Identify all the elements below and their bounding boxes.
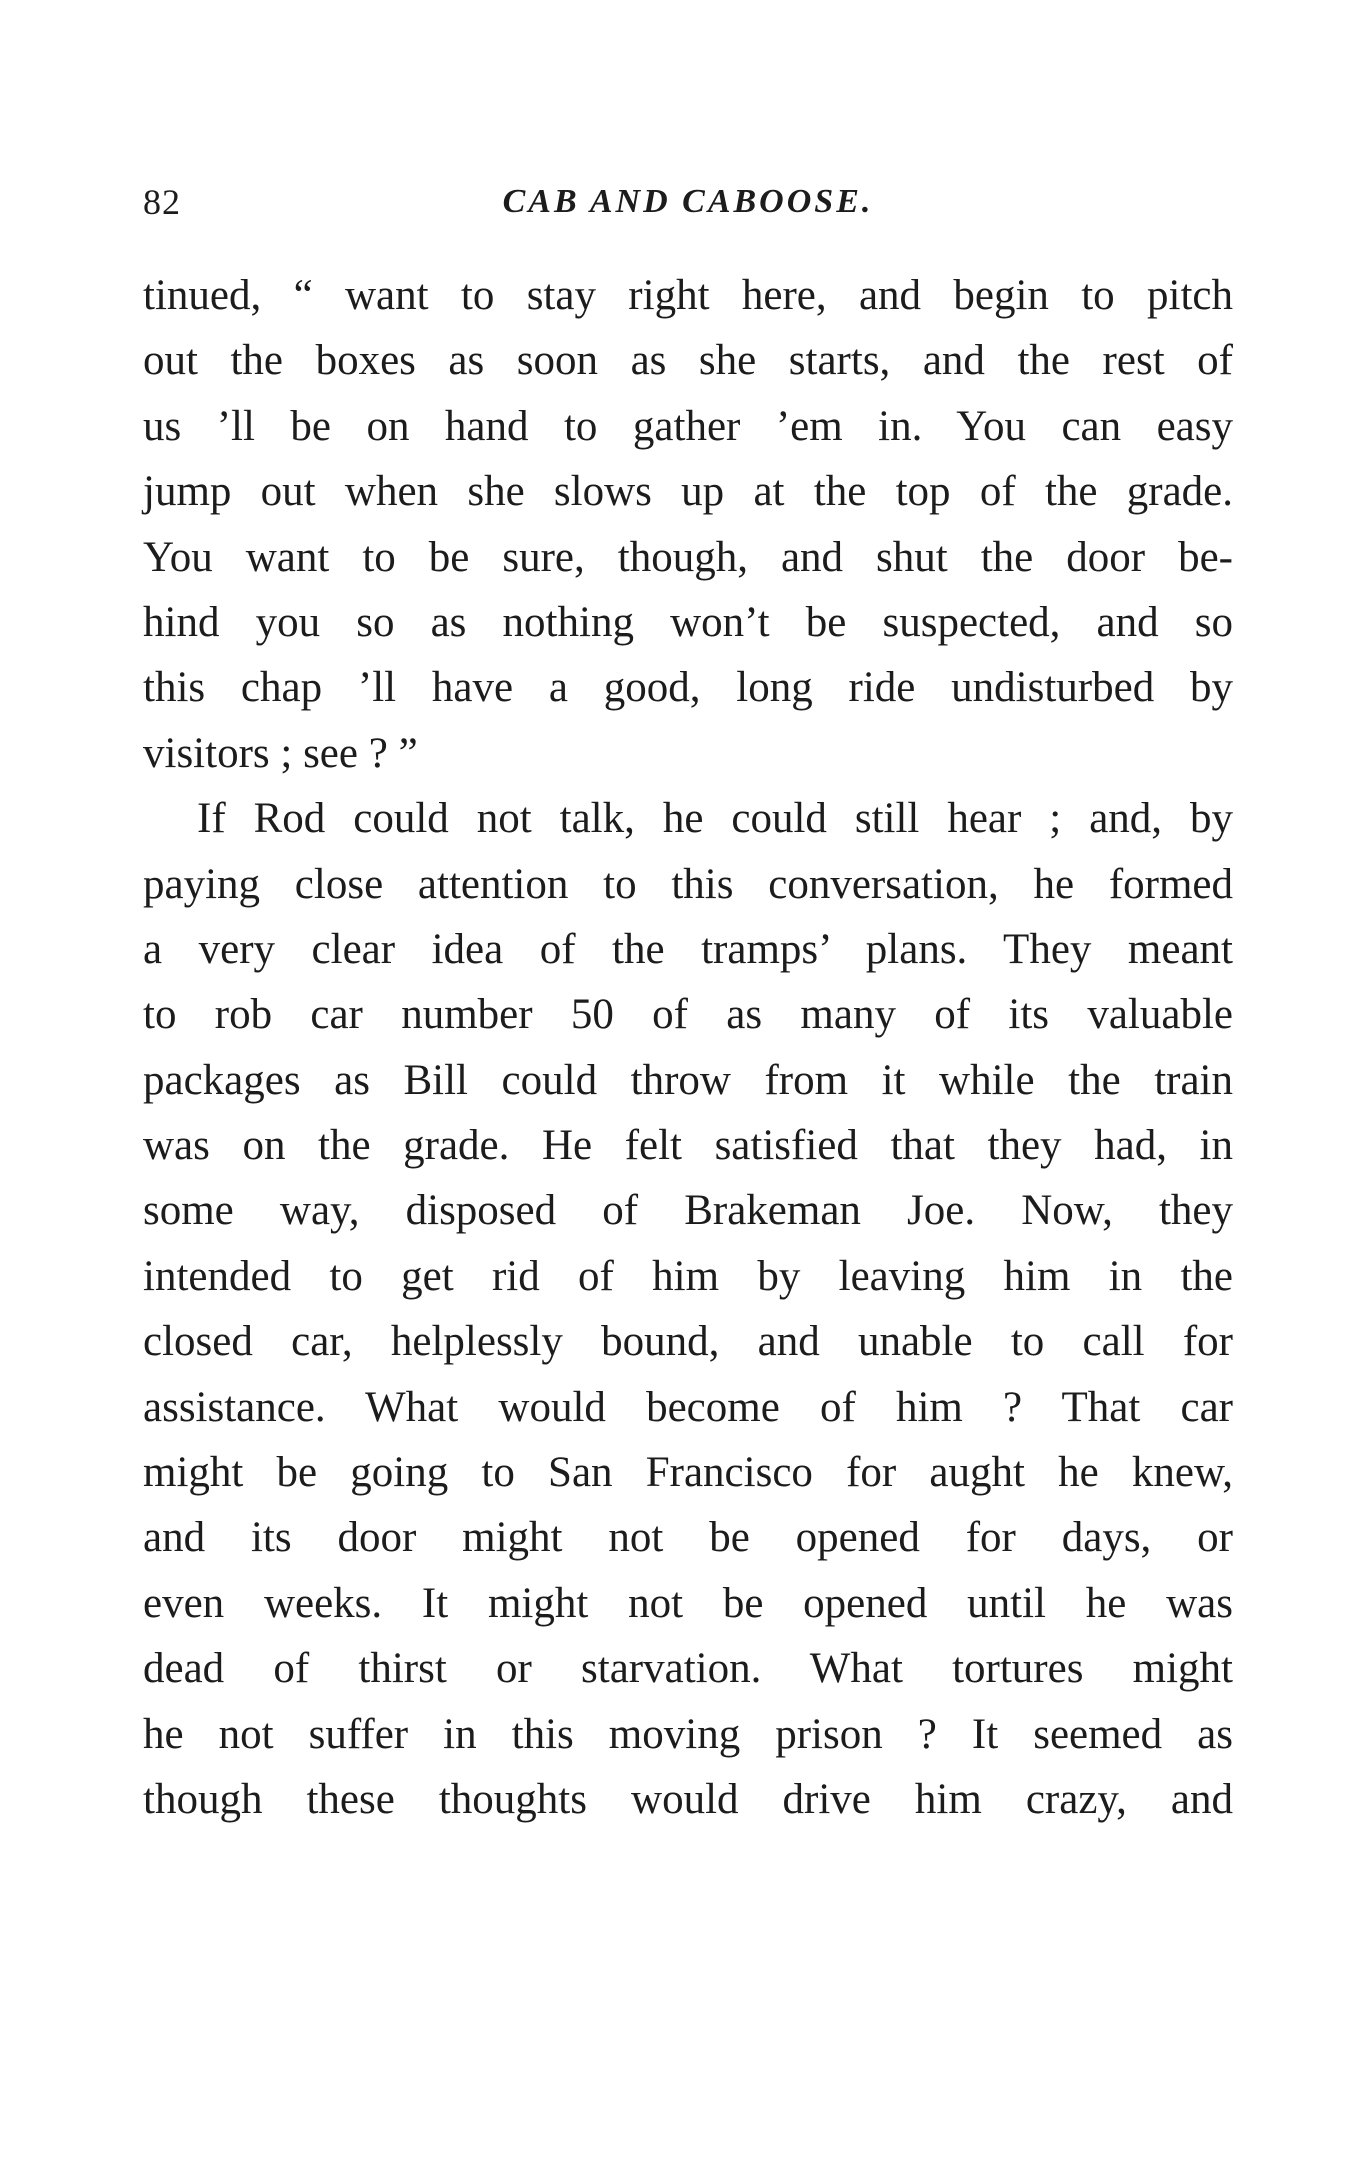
- text-line: jump out when she slows up at the top of the grade.: [143, 468, 1233, 516]
- text-line: packages as Bill could throw from it while the train: [143, 1056, 1233, 1104]
- text-line: If Rod could not talk, he could still hear ; and, by: [197, 795, 1233, 843]
- text-line: this chap ’ll have a good, long ride undisturbed by: [143, 664, 1233, 712]
- text-line: and its door might not be opened for days, or: [143, 1514, 1233, 1562]
- text-line: us ’ll be on hand to gather ’em in. You can easy: [143, 402, 1233, 450]
- text-line: You want to be sure, though, and shut the door be-: [143, 533, 1233, 581]
- text-line: assistance. What would become of him ? That car: [143, 1383, 1233, 1431]
- text-line: a very clear idea of the tramps’ plans. They meant: [143, 925, 1233, 973]
- text-line: was on the grade. He felt satisfied that they had, in: [143, 1122, 1233, 1170]
- text-line: to rob car number 50 of as many of its valuable: [143, 991, 1233, 1039]
- text-line: dead of thirst or starvation. What tortures might: [143, 1645, 1233, 1693]
- page-header: [143, 172, 1233, 232]
- body-text: [143, 263, 1233, 1832]
- page-number: 82: [143, 182, 181, 222]
- text-line: closed car, helplessly bound, and unable to call for: [143, 1318, 1233, 1366]
- text-line: tinued, “ want to stay right here, and begin to pitch: [143, 272, 1233, 319]
- text-line: paying close attention to this conversation, he formed: [143, 860, 1233, 908]
- text-line: visitors ; see ? ”: [143, 729, 418, 777]
- text-line: might be going to San Francisco for aught he knew,: [143, 1449, 1233, 1497]
- text-line: even weeks. It might not be opened until he was: [143, 1579, 1233, 1627]
- paragraph-2: [143, 786, 1233, 1832]
- text-line: he not suffer in this moving prison ? It seemed as: [143, 1710, 1233, 1758]
- text-line: hind you so as nothing won’t be suspected, and so: [143, 598, 1233, 646]
- text-line: out the boxes as soon as she starts, and the rest of: [143, 337, 1233, 385]
- paragraph-1: [143, 263, 1233, 786]
- running-title: CAB AND CABOOSE.: [502, 183, 874, 220]
- text-line: some way, disposed of Brakeman Joe. Now, they: [143, 1187, 1233, 1235]
- text-line: intended to get rid of him by leaving him in the: [143, 1252, 1233, 1300]
- text-line: though these thoughts would drive him crazy, and: [143, 1775, 1233, 1823]
